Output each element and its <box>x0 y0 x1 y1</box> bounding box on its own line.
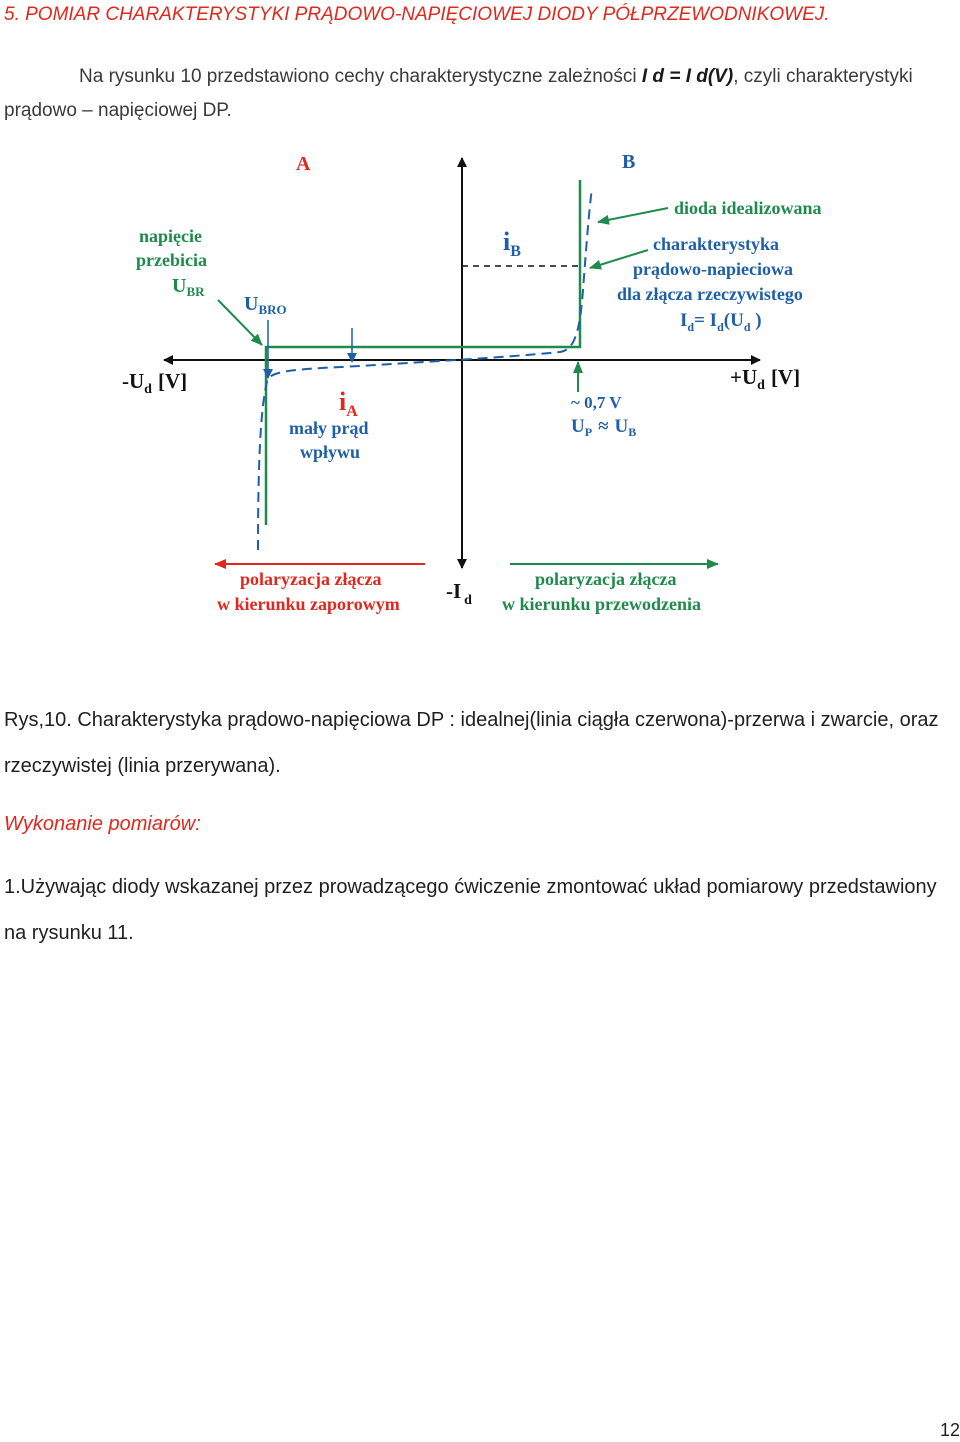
label-fwd-bias-1: polaryzacja złącza <box>535 569 677 589</box>
iv-characteristic-figure <box>0 140 960 640</box>
label-neg-id: -I $_d$ <box>446 579 472 608</box>
label-char2: prądowo-napieciowa <box>633 259 794 279</box>
label-rev-bias-2: w kierunku zaporowym <box>217 594 400 614</box>
step-1: 1.Używając diody wskazanej przez prowadzącego ćwiczenie zmontować układ pomiarowy przedstawiony na rysunku 11. <box>4 876 937 944</box>
label-ubro: $U_{BRO}$ <box>244 293 287 317</box>
label-napiecie: napięcie <box>139 226 202 246</box>
intro-formula: I d = I d(V) <box>641 66 734 87</box>
dioda-pointer <box>598 208 668 222</box>
page-number: 12 <box>939 1420 960 1440</box>
label-up-ub: $U_P \approx U_B$ <box>571 416 637 439</box>
label-ia: $i_A$ <box>339 387 358 420</box>
label-maly-prad: mały prąd <box>289 418 369 438</box>
label-formula: $I_d= I_d(U_d$ ) <box>680 310 762 334</box>
intro-text-after: , czyli charakterystyki prądowo – napięciowej DP. <box>4 66 913 121</box>
label-char3: dla złącza rzeczywistego <box>617 284 803 304</box>
label-fwd-bias-2: w kierunku przewodzenia <box>502 594 702 614</box>
label-ubr: $U_{BR}$ <box>172 275 205 299</box>
label-ib: $i_B$ <box>503 227 521 260</box>
figure-caption: Rys,10. Charakterystyka prądowo-napięciowa DP : idealnej(linia ciągła czerwona)-przerwa i zwarcie, oraz rzeczywistej (linia przerywana). <box>4 709 939 777</box>
section-heading: 5. POMIAR CHARAKTERYSTYKI PRĄDOWO-NAPIĘCIOWEJ DIODY PÓŁPRZEWODNIKOWEJ. <box>4 4 830 25</box>
label-dioda: dioda idealizowana <box>674 198 822 218</box>
label-approx-07: ~ 0,7 V <box>571 393 622 412</box>
label-przebicia: przebicia <box>136 250 207 270</box>
label-rev-bias-1: polaryzacja złącza <box>240 569 382 589</box>
label-neg-ud: $-U_d$ [V] <box>122 369 188 397</box>
label-wplywu: wpływu <box>300 442 361 462</box>
intro-text-before: Na rysunku 10 przedstawiono cechy charakterystyczne zależności <box>79 66 642 87</box>
subheading: Wykonanie pomiarów: <box>4 813 201 835</box>
real-characteristic <box>258 188 592 550</box>
intro-paragraph <box>4 60 944 128</box>
label-char1: charakterystyka <box>653 234 779 254</box>
label-pos-ud: $+U_d$ [V] <box>730 365 801 393</box>
ideal-characteristic <box>266 180 580 525</box>
label-a: A <box>296 153 311 175</box>
label-b: B <box>622 151 636 173</box>
